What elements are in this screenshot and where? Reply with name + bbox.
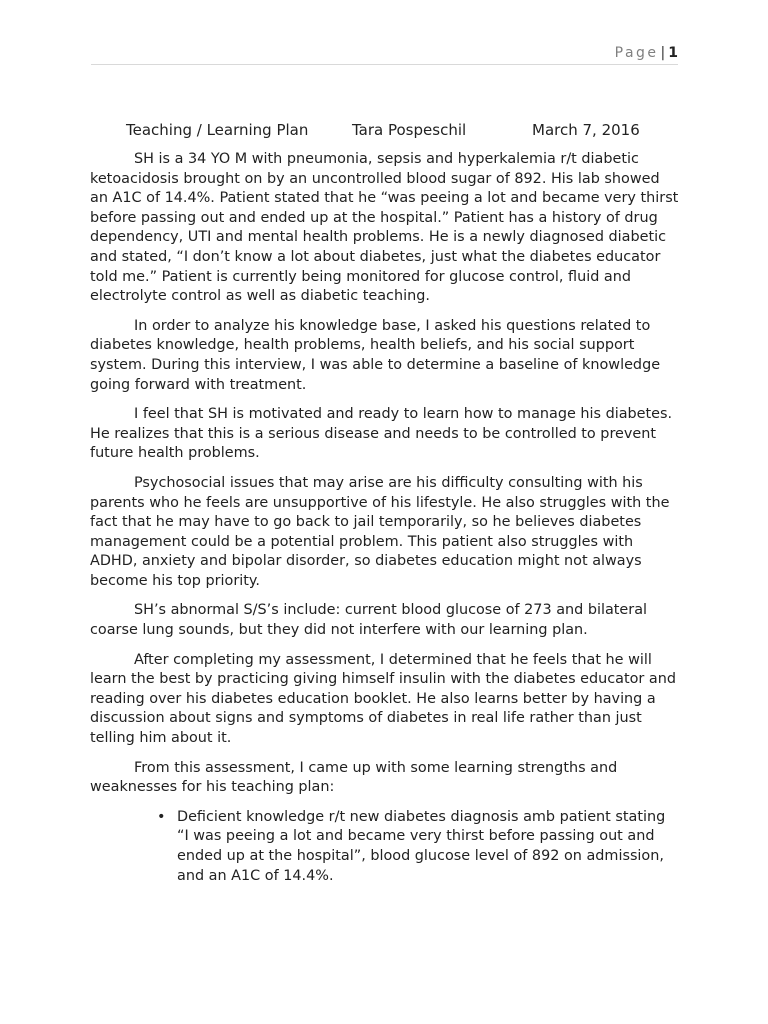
plan-title: Teaching / Learning Plan <box>126 121 309 139</box>
paragraph-motivation: I feel that SH is motivated and ready to learn how to manage his diabetes. He realizes that this is a serious disease and needs to be controlled to prevent future health problems. <box>90 406 673 462</box>
paragraph-learning-style: After completing my assessment, I determined that he feels that he will learn the best by practicing giving himself insulin with the diabetes educator and reading over his diabetes education booklet. He also learns better by having a discussion about signs and symptoms of diabetes in real life rather than just telling him about it. <box>90 651 676 747</box>
paragraph-strengths-intro: From this assessment, I came up with some learning strengths and weaknesses for his teaching plan: <box>90 759 618 796</box>
list-item <box>90 808 680 886</box>
page-number: 1 <box>668 45 678 61</box>
document-title-row <box>126 121 686 141</box>
bullet-list <box>90 808 680 886</box>
list-item-text: Deficient knowledge r/t new diabetes diagnosis amb patient stating “I was peeing a lot and became very thirst before passing out and ended up at the hospital”, blood glucose level of 892 on admission, and an A1C of 14.4%. <box>177 808 666 884</box>
page-word: Page <box>614 45 659 61</box>
page-header <box>91 44 678 65</box>
page-number-label <box>615 45 678 61</box>
paragraph-patient-summary: SH is a 34 YO M with pneumonia, sepsis and hyperkalemia r/t diabetic ketoacidosis brought on by an uncontrolled blood sugar of 892. His lab showed an A1C of 14.4%. Patient stated that he “was peeing a lot and became very thirst before passing out and ended up at the hospital.” Patient has a history of drug dependency, UTI and mental health problems. He is a newly diagnosed diabetic and stated, “I don’t know a lot about diabetes, just what the diabetes educator told me.” Patient is currently being monitored for glucose control, fluid and electrolyte control as well as diabetic teaching. <box>90 151 679 305</box>
paragraph-psychosocial-issues: Psychosocial issues that may arise are his difficulty consulting with his parents who he feels are unsupportive of his lifestyle. He also struggles with the fact that he may have to go back to jail temporarily, so he believes diabetes management could be a potential problem. This patient also struggles with ADHD, anxiety and bipolar disorder, so diabetes education might not always become his top priority. <box>90 474 670 589</box>
document-date: March 7, 2016 <box>532 121 640 139</box>
document-body <box>90 150 680 886</box>
author-name: Tara Pospeschil <box>352 121 467 139</box>
page-separator: | <box>660 45 666 61</box>
bullet-marker: • <box>157 808 166 825</box>
paragraph-abnormal-signs: SH’s abnormal S/S’s include: current blood glucose of 273 and bilateral coarse lung sounds, but they did not interfere with our learning plan. <box>90 602 648 639</box>
paragraph-knowledge-assessment: In order to analyze his knowledge base, I asked his questions related to diabetes knowledge, health problems, health beliefs, and his social support system. During this interview, I was able to determine a baseline of knowledge going forward with treatment. <box>90 317 661 393</box>
